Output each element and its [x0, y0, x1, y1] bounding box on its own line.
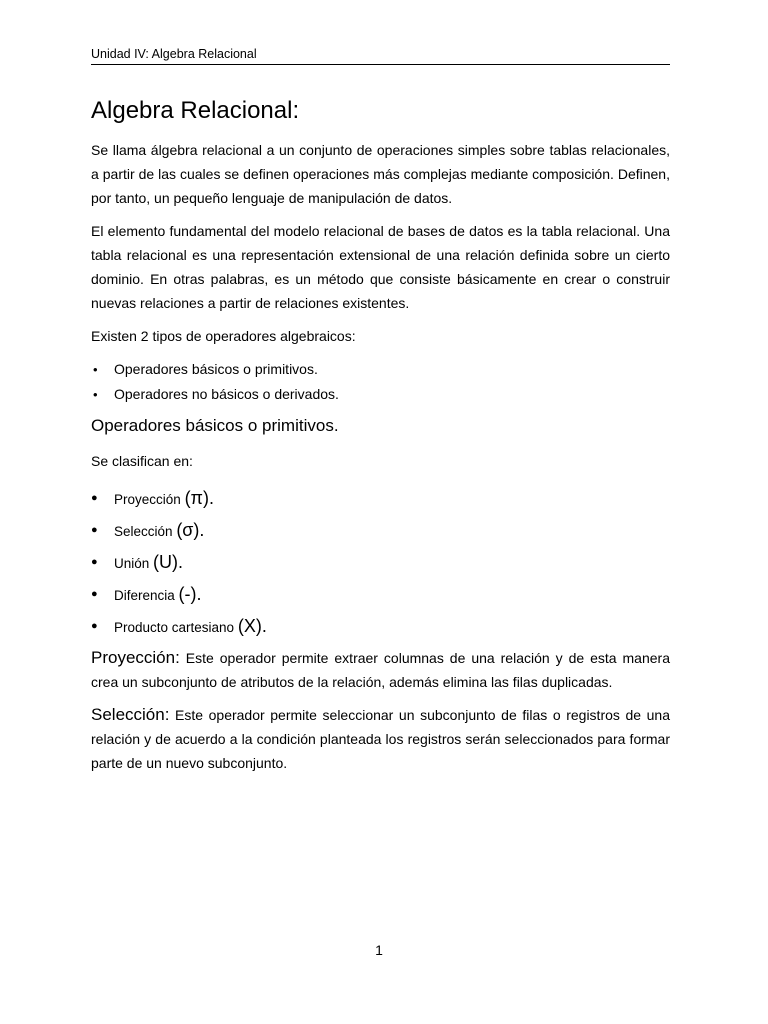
- operator-types-list: [91, 357, 670, 407]
- list-item: • Operadores básicos o primitivos.: [91, 357, 670, 382]
- operator-symbol: (σ).: [176, 520, 205, 540]
- definition-seleccion: [91, 703, 670, 775]
- operator-name: Proyección: [114, 492, 181, 507]
- list-item: [91, 610, 670, 642]
- page-header: Unidad IV: Algebra Relacional: [91, 45, 670, 65]
- list-item: [91, 482, 670, 514]
- paragraph-definition: Se llama álgebra relacional a un conjunto de operaciones simples sobre tablas relacionales, a partir de las cuales se definen operaciones más complejas mediante composición. Definen, por tanto, un pequeño lenguaje de manipulación de datos.: [91, 142, 670, 206]
- operator-symbol: (π).: [184, 488, 214, 508]
- operator-name: Selección: [114, 524, 173, 539]
- operator-symbol: (U).: [153, 552, 184, 572]
- list-item: [91, 578, 670, 610]
- definition-proyeccion: [91, 646, 670, 694]
- operator-symbol: (X).: [237, 616, 267, 636]
- operator-symbol: (-).: [178, 584, 202, 604]
- operator-name: Producto cartesiano: [114, 620, 235, 635]
- section-intro: Se clasifican en:: [91, 453, 193, 469]
- list-item: [91, 514, 670, 546]
- page-number: 1: [375, 942, 383, 958]
- paragraph-table: El elemento fundamental del modelo relacional de bases de datos es la tabla relacional. Una tabla relacional es una representación extensional de una relación definida sobre un cierto dominio. En otras palabras, es un método que consiste básicamente en crear o construir nuevas relaciones a partir de relaciones existentes.: [91, 223, 670, 311]
- definition-term: Selección:: [91, 705, 170, 724]
- definition-term: Proyección:: [91, 648, 180, 667]
- paragraph-types-intro: Existen 2 tipos de operadores algebraicos:: [91, 328, 356, 344]
- operators-list: [91, 482, 670, 642]
- definition-text: Este operador permite extraer columnas de una relación y de esta manera crea un subconjunto de atributos de la relación, además elimina las filas duplicadas.: [91, 650, 670, 690]
- list-item: • Operadores no básicos o derivados.: [91, 382, 670, 407]
- definition-text: Este operador permite seleccionar un subconjunto de filas o registros de una relación y de acuerdo a la condición planteada los registros serán seleccionados para formar parte de un nuevo subconjunto.: [91, 707, 670, 771]
- operator-name: Diferencia: [114, 588, 175, 603]
- page-title: Algebra Relacional:: [91, 97, 300, 124]
- page-content: [91, 94, 670, 784]
- operator-name: Unión: [114, 556, 150, 571]
- list-item: [91, 546, 670, 578]
- section-heading: Operadores básicos o primitivos.: [91, 416, 339, 435]
